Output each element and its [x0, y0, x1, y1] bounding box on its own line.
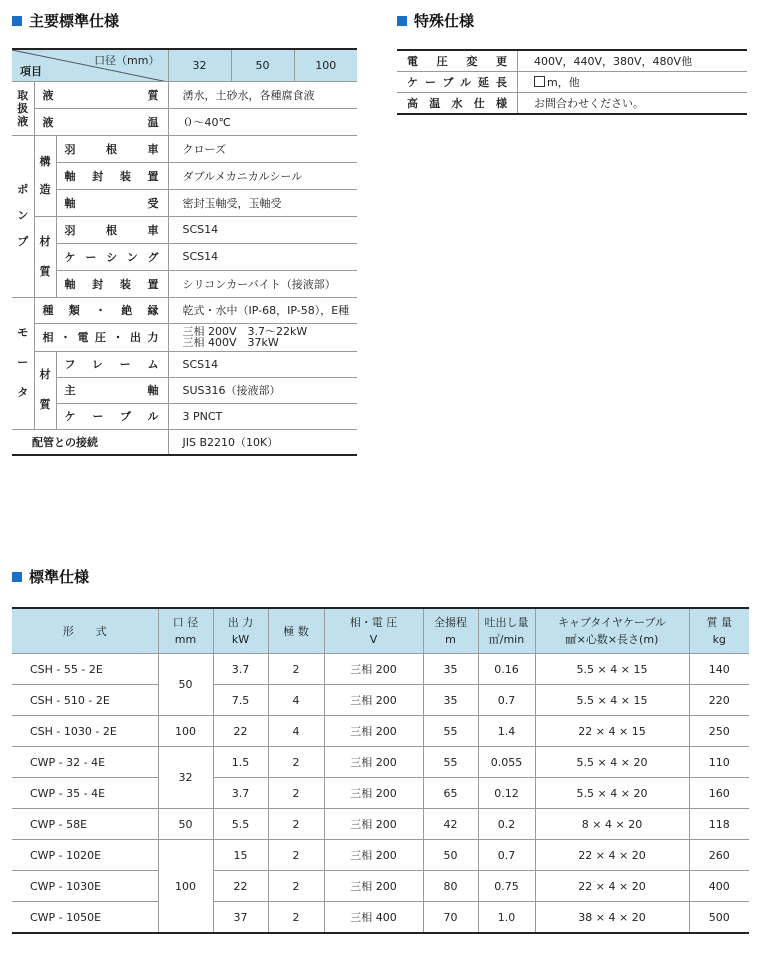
output-cell: 5.5 — [213, 809, 268, 840]
header-bore — [158, 608, 213, 654]
standard-spec-table — [12, 607, 749, 934]
model-cell: CWP - 35 - 4E — [12, 778, 158, 809]
row-label: 液質 — [34, 81, 168, 108]
model-cell: CSH - 55 - 2E — [12, 654, 158, 685]
special-value: お問合わせください。 — [518, 93, 748, 115]
table-row — [12, 902, 749, 934]
table-row — [12, 747, 749, 778]
voltage-cell: 三相 200 — [324, 871, 423, 902]
head-cell: 35 — [423, 685, 478, 716]
discharge-cell: 0.16 — [478, 654, 535, 685]
row-value: シリコンカーバイト（接液部） — [168, 270, 357, 297]
row-value: SCS14 — [168, 243, 357, 270]
bore-cell: 50 — [158, 654, 213, 716]
row-value: 湧水，土砂水，各種腐食液 — [168, 81, 357, 108]
main-spec-title — [12, 10, 119, 31]
voltage-cell: 三相 200 — [324, 685, 423, 716]
main-spec-title-text: 主要標準仕様 — [29, 12, 120, 30]
row-value: クローズ — [168, 135, 357, 162]
header-phase-voltage-unit: V — [369, 633, 378, 646]
spec-row — [12, 189, 357, 216]
main-spec-header-row — [12, 49, 357, 81]
output-cell: 1.5 — [213, 747, 268, 778]
table-row — [12, 685, 749, 716]
header-mass-unit: kg — [712, 633, 726, 646]
header-discharge-text: 吐出し量 — [484, 616, 529, 629]
header-discharge — [478, 608, 535, 654]
square-bullet-icon — [397, 16, 407, 26]
group-pump-material: 材質 — [34, 216, 56, 297]
head-cell: 80 — [423, 871, 478, 902]
output-cell: 15 — [213, 840, 268, 871]
spec-row — [12, 81, 357, 108]
row-value: 乾式・水中（IP-68，IP-58），E種 — [168, 297, 357, 323]
main-spec-table — [12, 48, 357, 456]
special-spec-title-text: 特殊仕様 — [414, 12, 475, 30]
poles-cell: 2 — [268, 778, 324, 809]
row-value: SUS316（接液部） — [168, 377, 357, 403]
table-row — [12, 778, 749, 809]
special-row — [397, 93, 747, 115]
header-mass-text: 質 量 — [706, 616, 732, 629]
spec-row — [12, 297, 357, 323]
connection-label: 配管との接続 — [12, 429, 168, 455]
voltage-cell: 三相 400 — [324, 902, 423, 934]
row-value: SCS14 — [168, 216, 357, 243]
voltage-cell: 三相 200 — [324, 809, 423, 840]
cable-cell: 22 × 4 × 20 — [535, 871, 689, 902]
model-cell: CSH - 510 - 2E — [12, 685, 158, 716]
spec-row — [12, 216, 357, 243]
discharge-cell: 0.055 — [478, 747, 535, 778]
cable-cell: 5.5 × 4 × 20 — [535, 747, 689, 778]
mass-cell: 220 — [689, 685, 749, 716]
output-cell: 3.7 — [213, 654, 268, 685]
standard-spec-title-text: 標準仕様 — [29, 568, 90, 586]
bore-cell: 50 — [158, 809, 213, 840]
row-label: 相・電圧・出力 — [34, 323, 168, 351]
row-label: 軸封装置 — [56, 270, 168, 297]
special-label: 電圧変更 — [397, 50, 518, 72]
header-head — [423, 608, 478, 654]
header-poles: 極 数 — [268, 608, 324, 654]
poles-cell: 4 — [268, 685, 324, 716]
model-cell: CWP - 58E — [12, 809, 158, 840]
bore-100: 100 — [294, 49, 357, 81]
table-row — [12, 654, 749, 685]
header-phase-voltage — [324, 608, 423, 654]
special-value: 400V，440V，380V，480V他 — [518, 50, 748, 72]
header-model: 形 式 — [12, 608, 158, 654]
bore-label: 口径（mm） — [94, 54, 160, 67]
mass-cell: 400 — [689, 871, 749, 902]
header-mass — [689, 608, 749, 654]
table-row — [12, 840, 749, 871]
model-cell: CWP - 1030E — [12, 871, 158, 902]
standard-spec-title — [12, 566, 89, 587]
row-value: ０～40℃ — [168, 108, 357, 135]
standard-table-body — [12, 654, 749, 934]
bore-cell: 100 — [158, 840, 213, 934]
cable-cell: 5.5 × 4 × 15 — [535, 654, 689, 685]
square-bullet-icon — [12, 572, 22, 582]
spec-row — [12, 162, 357, 189]
cable-cell: 38 × 4 × 20 — [535, 902, 689, 934]
table-row — [12, 716, 749, 747]
spec-row — [12, 403, 357, 429]
cable-cell: 8 × 4 × 20 — [535, 809, 689, 840]
special-label: 高温水仕様 — [397, 93, 518, 115]
standard-header-row — [12, 608, 749, 654]
header-cable-text: キャブタイヤケーブル — [557, 616, 667, 629]
spec-row — [12, 243, 357, 270]
row-label: 軸受 — [56, 189, 168, 216]
model-cell: CSH - 1030 - 2E — [12, 716, 158, 747]
voltage-cell: 三相 200 — [324, 840, 423, 871]
row-value: ダブルメカニカルシール — [168, 162, 357, 189]
output-cell: 22 — [213, 716, 268, 747]
square-bullet-icon — [12, 16, 22, 26]
head-cell: 55 — [423, 747, 478, 778]
mass-cell: 140 — [689, 654, 749, 685]
poles-cell: 2 — [268, 809, 324, 840]
row-label: ケーブル — [56, 403, 168, 429]
header-cable-unit: ㎟×心数×長さ(m) — [565, 633, 659, 646]
voltage-cell: 三相 200 — [324, 747, 423, 778]
bore-50: 50 — [231, 49, 294, 81]
cable-cell: 22 × 4 × 20 — [535, 840, 689, 871]
header-output-unit: kW — [231, 633, 250, 646]
cable-cell: 5.5 × 4 × 20 — [535, 778, 689, 809]
head-cell: 70 — [423, 902, 478, 934]
discharge-cell: 0.75 — [478, 871, 535, 902]
model-cell: CWP - 1020E — [12, 840, 158, 871]
value-line-2: 三相 400V 37kW — [182, 336, 279, 349]
output-cell: 7.5 — [213, 685, 268, 716]
spec-row — [12, 429, 357, 455]
model-cell: CWP - 1050E — [12, 902, 158, 934]
poles-cell: 4 — [268, 716, 324, 747]
cable-cell: 5.5 × 4 × 15 — [535, 685, 689, 716]
mass-cell: 110 — [689, 747, 749, 778]
item-label: 項目 — [20, 64, 42, 78]
discharge-cell: 0.12 — [478, 778, 535, 809]
special-row — [397, 72, 747, 93]
bore-cell: 32 — [158, 747, 213, 809]
table-row — [12, 871, 749, 902]
model-cell: CWP - 32 - 4E — [12, 747, 158, 778]
row-value: 密封玉軸受，玉軸受 — [168, 189, 357, 216]
voltage-cell: 三相 200 — [324, 654, 423, 685]
value-line-1: 三相 200V 3.7～22kW — [182, 325, 308, 338]
row-label: 軸封装置 — [56, 162, 168, 189]
mass-cell: 500 — [689, 902, 749, 934]
group-structure: 構造 — [34, 135, 56, 216]
group-pump: ポンプ — [12, 135, 34, 297]
head-cell: 42 — [423, 809, 478, 840]
spec-row — [12, 323, 357, 351]
spec-row — [12, 377, 357, 403]
spec-row — [12, 351, 357, 377]
mass-cell: 118 — [689, 809, 749, 840]
bore-32: 32 — [168, 49, 231, 81]
row-label: 液温 — [34, 108, 168, 135]
header-phase-voltage-text: 相・電 圧 — [349, 616, 398, 629]
poles-cell: 2 — [268, 840, 324, 871]
row-label: 種類・絶縁 — [34, 297, 168, 323]
poles-cell: 2 — [268, 747, 324, 778]
output-cell: 22 — [213, 871, 268, 902]
spec-row — [12, 135, 357, 162]
row-label: フレーム — [56, 351, 168, 377]
head-cell: 35 — [423, 654, 478, 685]
special-value-text: m，他 — [547, 76, 580, 89]
header-output — [213, 608, 268, 654]
poles-cell: 2 — [268, 654, 324, 685]
voltage-cell: 三相 200 — [324, 716, 423, 747]
mass-cell: 160 — [689, 778, 749, 809]
connection-value: JIS B2210（10K） — [168, 429, 357, 455]
header-bore-text: 口 径 — [172, 616, 199, 629]
group-liquid: 取扱液 — [12, 81, 34, 135]
row-label: 羽根車 — [56, 216, 168, 243]
special-label: ケーブル延長 — [397, 72, 518, 93]
spec-row — [12, 270, 357, 297]
table-row — [12, 809, 749, 840]
head-cell: 50 — [423, 840, 478, 871]
poles-cell: 2 — [268, 902, 324, 934]
spec-row — [12, 108, 357, 135]
special-row — [397, 50, 747, 72]
output-cell: 3.7 — [213, 778, 268, 809]
header-head-text: 全揚程 — [434, 616, 467, 629]
group-motor-material: 材質 — [34, 351, 56, 429]
diagonal-header-cell — [12, 49, 168, 81]
poles-cell: 2 — [268, 871, 324, 902]
special-spec-table — [397, 49, 747, 115]
row-value: 3 PNCT — [168, 403, 357, 429]
discharge-cell: 1.0 — [478, 902, 535, 934]
header-cable — [535, 608, 689, 654]
row-label: 羽根車 — [56, 135, 168, 162]
special-value — [518, 72, 748, 93]
header-head-unit: m — [445, 633, 456, 646]
mass-cell: 250 — [689, 716, 749, 747]
header-discharge-unit: ㎥/min — [488, 633, 525, 646]
row-value — [168, 323, 357, 351]
group-motor: モータ — [12, 297, 34, 429]
head-cell: 65 — [423, 778, 478, 809]
discharge-cell: 0.7 — [478, 840, 535, 871]
row-value: SCS14 — [168, 351, 357, 377]
special-spec-title — [397, 10, 474, 31]
checkbox-square-icon — [534, 76, 545, 87]
header-output-text: 出 力 — [227, 616, 254, 629]
bore-cell: 100 — [158, 716, 213, 747]
voltage-cell: 三相 200 — [324, 778, 423, 809]
row-label: 主軸 — [56, 377, 168, 403]
cable-cell: 22 × 4 × 15 — [535, 716, 689, 747]
output-cell: 37 — [213, 902, 268, 934]
header-bore-unit: mm — [174, 633, 197, 646]
mass-cell: 260 — [689, 840, 749, 871]
head-cell: 55 — [423, 716, 478, 747]
discharge-cell: 0.2 — [478, 809, 535, 840]
discharge-cell: 1.4 — [478, 716, 535, 747]
discharge-cell: 0.7 — [478, 685, 535, 716]
row-label: ケーシング — [56, 243, 168, 270]
